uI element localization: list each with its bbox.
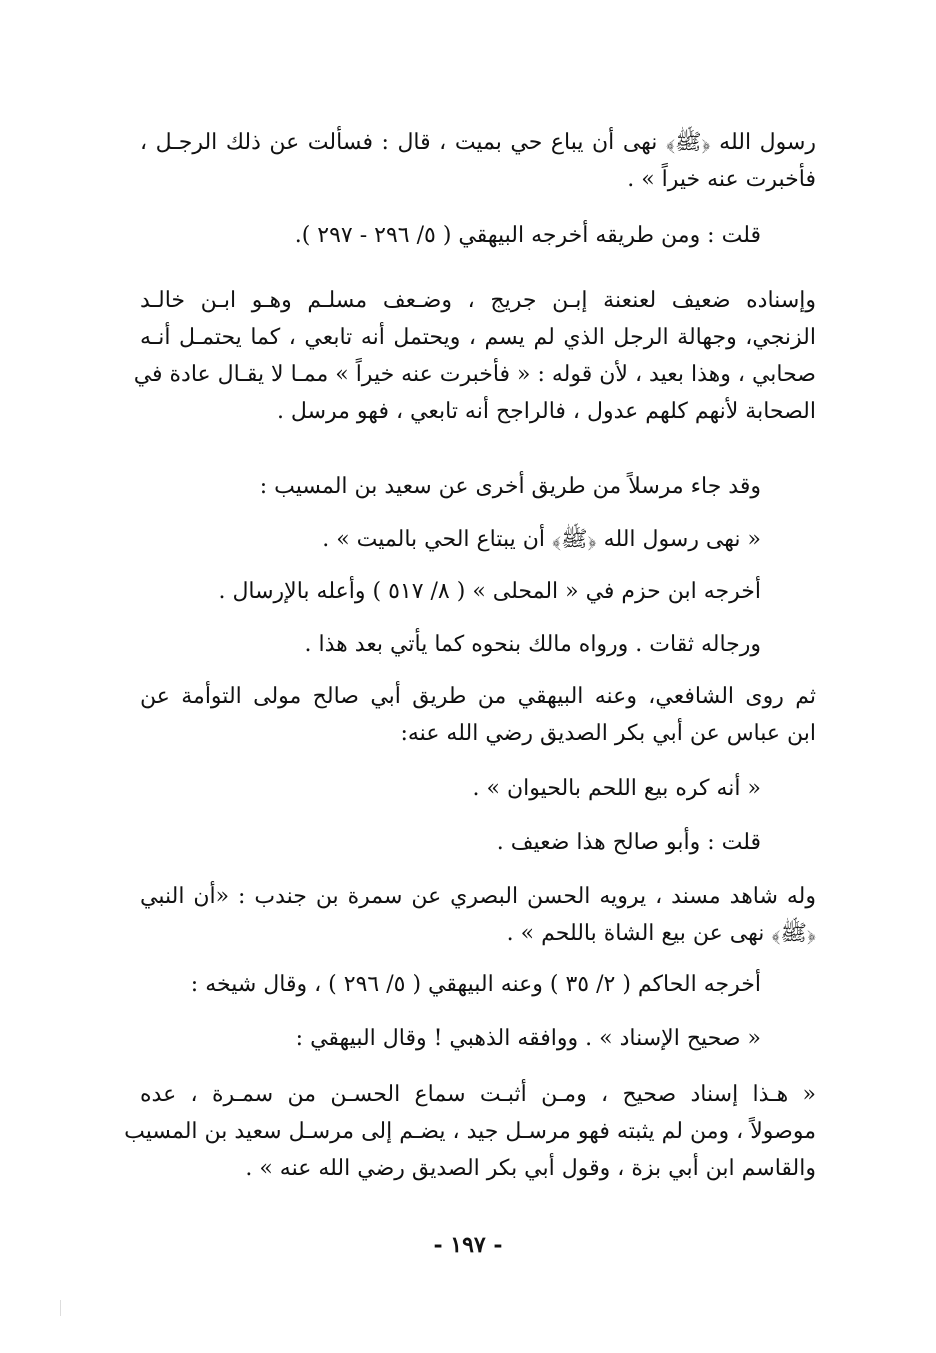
text-line: ثم روى الشافعي، وعنه البيهقي من طريق أبي صالح مولى التوأمة عن <box>140 684 816 709</box>
text-line: « صحيح الإسناد » . ووافقه الذهبي ! وقال البيهقي : <box>295 1026 761 1051</box>
text-line: ورجاله ثقات . ورواه مالك بنحوه كما يأتي بعد هذا . <box>304 632 761 657</box>
paragraph-rijaluhu <box>140 626 761 663</box>
text-line: فأخبرت عنه خيراً » . <box>627 167 816 192</box>
text-line: أخرجه الحاكم ( ٢/ ٣٥ ) وعنه البيهقي ( ٥/ ٢٩٦ ) ، وقال شيخه : <box>190 972 761 997</box>
quote-bayhaqi-comment <box>124 1076 816 1187</box>
paragraph-shafii <box>140 678 816 752</box>
paragraph-qult-bayhaqi <box>140 217 761 254</box>
paragraph-shahid <box>140 878 816 952</box>
text-line: الصحابة لأنهم كلهم عدول ، فالراجح أنه تابعي ، فهو مرسل . <box>276 399 816 424</box>
text-line: ﴿ﷺ﴾ نهى عن بيع الشاة باللحم » . <box>506 921 816 946</box>
scan-mark <box>60 1300 65 1316</box>
paragraph-abu-salih <box>140 824 761 861</box>
paragraph-isnad-daif <box>133 282 816 430</box>
text-line: « نهى رسول الله ﴿ﷺ﴾ أن يبتاع الحي بالميت » . <box>322 527 761 552</box>
text-line: الزنجي، وجهالة الرجل الذي لم يسم ، ويحتمل أنه تابعي ، كما يحتمـل أنـه <box>140 325 816 350</box>
text-line: موصولاً ، ومن لم يثبته فهو مرسـل جيد ، يضـم إلى مرسـل سعيد بن المسيب <box>124 1119 816 1144</box>
paragraph-hadith-continuation <box>140 124 816 198</box>
page-number: - ١٩٧ - <box>433 1232 503 1258</box>
text-line: وله شاهد مسند ، يرويه الحسن البصري عن سمرة بن جندب : «أن النبي <box>140 884 816 909</box>
text-line: « أنه كره بيع اللحم بالحيوان » . <box>472 776 761 801</box>
text-line: قلت : ومن طريقه أخرجه البيهقي ( ٥/ ٢٩٦ - ٢٩٧ ). <box>294 223 761 248</box>
text-line: وإسناده ضعيف لعنعنة إبـن جريج ، وضـعف مسلـم وهـو ابـن خالـد <box>140 288 816 313</box>
text-line: صحابي ، وهذا بعيد ، لأن قوله : « فأخبرت عنه خيراً » ممـا لا يقـال عادة في <box>133 362 816 387</box>
paragraph-hakim <box>140 966 761 1003</box>
quote-lahm-hayawan <box>140 770 761 807</box>
paragraph-mursal <box>140 468 761 505</box>
text-line: والقاسم ابن أبي بزة ، وقول أبي بكر الصديق رضي الله عنه » . <box>245 1156 816 1181</box>
text-line: رسول الله ﴿ﷺ﴾ نهى أن يباع حي بميت ، قال : فسألت عن ذلك الرجـل ، <box>140 130 816 155</box>
text-line: وقد جاء مرسلاً من طريق أخرى عن سعيد بن المسيب : <box>259 474 761 499</box>
text-line: ابن عباس عن أبي بكر الصديق رضي الله عنه: <box>400 721 816 746</box>
text-line: قلت : وأبو صالح هذا ضعيف . <box>496 830 761 855</box>
text-line: « هـذا إسناد صحيح ، ومـن أثبـت سماع الحسـن من سمـرة ، عده <box>140 1082 816 1107</box>
paragraph-sahih-isnad <box>140 1020 761 1057</box>
paragraph-ibn-hazm <box>140 573 761 610</box>
text-line: أخرجه ابن حزم في « المحلى » ( ٨/ ٥١٧ ) وأعله بالإرسال . <box>218 579 761 604</box>
quote-naha <box>140 521 761 558</box>
